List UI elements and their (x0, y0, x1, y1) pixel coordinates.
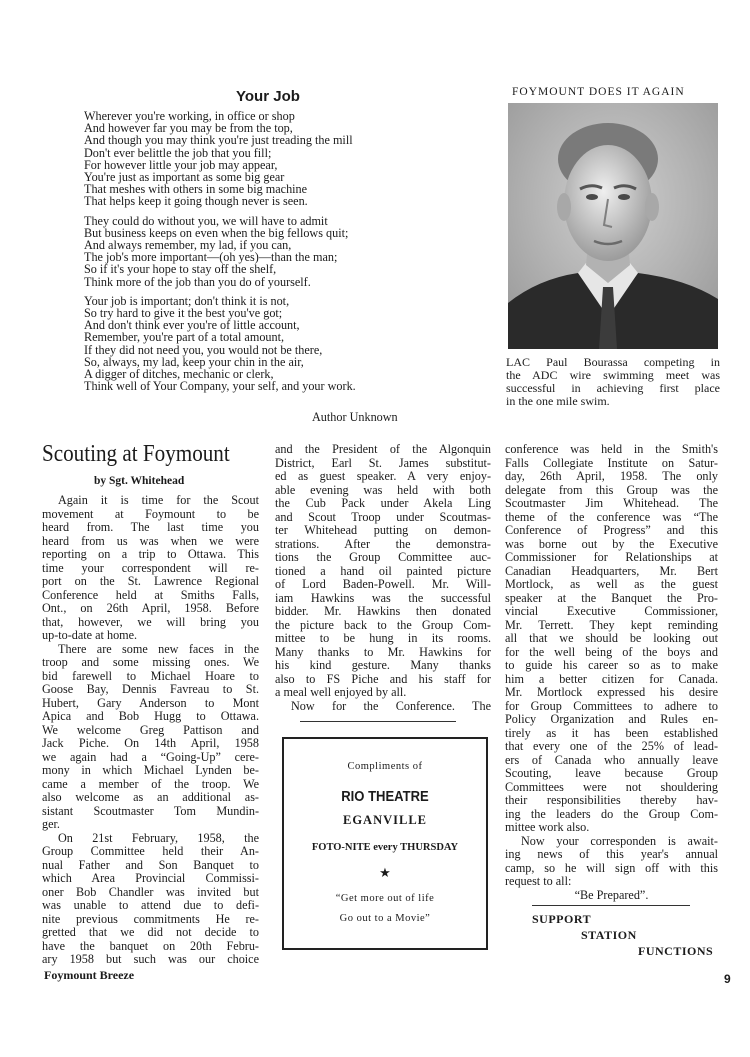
poem-line: Wherever you're working, in office or shop (84, 109, 295, 123)
text-line: up-to-date at home. (42, 628, 138, 642)
poem-line: For however little your job may appear, (84, 157, 278, 172)
support-word: SUPPORT (532, 912, 592, 926)
text-line: mittee to be hung in its rooms. (275, 631, 491, 645)
article-title: Scouting at Foymount (42, 441, 230, 467)
text-line: “Be Prepared”. (574, 887, 649, 902)
text-line: camp, so he will sign off with this (505, 860, 718, 875)
poem-line: And however far you may be from the top, (84, 121, 293, 136)
text-line: tions the Group Committee auc- (275, 550, 491, 564)
text-line: which Area Provincial Commissi- (42, 871, 259, 885)
text-line: him a better citizen for Canada. (505, 671, 718, 686)
poem-author: Author Unknown (312, 410, 398, 424)
photo-heading: FOYMOUNT DOES IT AGAIN (512, 86, 685, 98)
text-line: time your correspondent will re- (42, 560, 259, 575)
text-line: ing the leaders do the Group Com- (505, 806, 718, 821)
ad-slogan-line: “Get more out of life (335, 893, 435, 904)
text-line: mittee work also. (505, 820, 590, 834)
ad-town: EGANVILLE (342, 813, 428, 827)
text-line: ary 1958 but such was our choice (42, 952, 259, 966)
text-line: and Scout Troop under Scoutmas- (275, 509, 491, 524)
poem-line: And though you may think you're just treading the mill (84, 133, 353, 148)
text-line: conference was held in the Smith's (505, 442, 718, 456)
text-line: We welcome Greg Pattison and (42, 722, 259, 737)
ad-theatre-name: RIO THEATRE (341, 789, 429, 805)
poem-line: That meshes with others in some big machine (84, 182, 308, 197)
text-line: Ont., on 26th April, 1958. Before (42, 601, 259, 615)
text-line: Many thanks to Mr. Hawkins for (275, 644, 491, 659)
column-divider (300, 721, 456, 722)
rio-theatre-ad (282, 737, 488, 950)
text-line: On 21st February, 1958, the (58, 830, 259, 845)
photo-caption (506, 356, 720, 408)
text-line: nite previous commitments He re- (42, 911, 259, 926)
article-column-1 (42, 494, 259, 967)
text-line: Group Committee held their An- (42, 844, 259, 858)
text-line: heard from us was when we were (42, 533, 259, 548)
text-line: ed as guest speaker. A very enjoy- (275, 469, 491, 483)
poem-line: So, always, my lad, keep your chin in the air, (84, 354, 304, 369)
text-line: troop and some missing ones. We (42, 655, 259, 669)
text-line: District, Earl St. James substitut- (275, 455, 491, 470)
poem-line: And always remember, my lad, if you can, (84, 238, 292, 253)
text-line: Conference held at Smiths Falls, (42, 587, 259, 602)
poem-line: So if it's your hope to stay off the shelf, (84, 262, 277, 277)
support-word: STATION (581, 928, 637, 942)
text-line: ter Whitehead putting on demon- (275, 523, 491, 537)
publication-name: Foymount Breeze (44, 968, 135, 982)
text-line: to guide his career so as to make (505, 658, 718, 672)
article-byline: by Sgt. Whitehead (94, 475, 185, 487)
text-line: Scouting, leave because Group (505, 766, 718, 780)
text-line: Again it is time for the Scout (58, 493, 259, 507)
text-line: port on the St. Lawrence Regional (42, 574, 259, 588)
caption-line: successful in achieving first place (506, 381, 720, 395)
text-line: heard from. The last time you (42, 520, 259, 534)
text-line: of Lord Baden-Powell. Mr. Will- (275, 577, 491, 591)
portrait-photo (508, 103, 718, 349)
poem-title: Your Job (236, 88, 300, 105)
poem-stanza (84, 295, 459, 393)
ad-compliments: Compliments of (347, 761, 423, 772)
ad-slogan-line: Go out to a Movie” (339, 913, 431, 924)
text-line: theme of the conference was “The (505, 509, 718, 524)
text-line: Hubert, Gary Anderson to Mont (42, 695, 259, 710)
text-line: Scoutmaster Jim Whitehead. The (505, 496, 718, 510)
text-line: delegate from this Group was the (505, 482, 718, 497)
text-line: Conference of Progress” and this (505, 523, 718, 537)
text-line: Commissioner for Relationships at (505, 550, 718, 564)
star-icon: ★ (379, 866, 391, 881)
ad-foto-nite: FOTO-NITE every THURSDAY (311, 842, 459, 853)
text-line: There are some new faces in the (58, 641, 259, 656)
text-line: tirely as it has been established (505, 725, 718, 740)
poem-line: Think more of the job than you do of yourself. (84, 274, 311, 289)
text-line: bid farewell to Michael Hoare to (42, 668, 259, 683)
text-line: reporting on a trip to Ottawa. This (42, 547, 259, 561)
text-line: was borne out by the Executive (505, 536, 718, 551)
poem-line: Don't ever belittle the job that you fill; (84, 145, 272, 160)
text-line: strations. After the demonstra- (275, 536, 491, 551)
poem-line: Remember, you're part of a total amount, (84, 330, 285, 345)
poem-line: And don't think ever you're of little account, (84, 318, 300, 333)
poem-line: But business keeps on even when the big fellows quit; (84, 225, 349, 240)
poem-line: So try hard to give it the best you've got; (84, 306, 283, 321)
text-line: Mr. Terrett. They kept reminding (505, 617, 718, 632)
text-line: request to all: (505, 874, 572, 888)
text-line: Now for the Conference. The (291, 698, 491, 713)
text-line: for Group Committees to adhere to (505, 698, 718, 713)
text-line: also welcome as an additional as- (42, 790, 259, 804)
text-line: Canadian Headquarters, Mr. Bert (505, 563, 718, 578)
poem-stanza (84, 215, 459, 288)
caption-line: LAC Paul Bourassa competing in (506, 355, 720, 369)
text-line: oner Bob Chandler was invited but (42, 884, 259, 899)
text-line: the Cub Pack under Akela Ling (275, 496, 491, 510)
article-column-2 (275, 443, 491, 713)
text-line: nual Father and Son Banquet to (42, 857, 259, 872)
text-line: Now your corresponden is await- (521, 833, 718, 848)
text-line: ers of Canada who annually leave (505, 752, 718, 767)
text-line: for the well being of the boys and (505, 644, 718, 659)
poem-line: The job's more important—(oh yes)—than the man; (84, 250, 338, 265)
text-line: have the banquet on 20th Febru- (42, 938, 259, 953)
text-line: his kind gesture. Many thanks (275, 658, 491, 672)
text-line: was unable to attend due to defi- (42, 898, 259, 912)
text-line: mony in which Michael Lynden be- (42, 763, 259, 777)
text-line: Goose Bay, Dennis Favreau to St. (42, 682, 259, 696)
text-line: ing news of this year's annual (505, 847, 718, 861)
page-number: 9 (724, 972, 731, 986)
text-line: Apica and Bob Hugg to Ottawa. (42, 709, 259, 723)
poem-line: They could do without you, we will have to admit (84, 213, 328, 228)
caption-line: in the one mile swim. (506, 394, 610, 408)
text-line: came a member of the troop. We (42, 776, 259, 791)
support-word: FUNCTIONS (638, 944, 714, 958)
poem-line: A digger of ditches, mechanic or clerk, (84, 367, 274, 382)
text-line: Falls Collegiate Institute on Satur- (505, 455, 718, 470)
text-line: that, however, we will bring you (42, 614, 259, 629)
text-line: Committees were not shouldering (505, 779, 718, 794)
text-line: Mortlock, as well as the guest (505, 577, 718, 591)
text-line: also to FS Piche and his staff for (275, 671, 491, 686)
text-line: movement at Foymount to be (42, 506, 259, 521)
poem-line: Your job is important; don't think it is not, (84, 293, 290, 308)
text-line: that every one of the 25% of lead- (505, 739, 718, 753)
portrait-illustration (508, 103, 718, 349)
text-line: Policy Organization and Rules en- (505, 712, 718, 726)
text-line: gretted that we did not decide to (42, 925, 259, 939)
text-line: tioned a hand oil painted picture (275, 563, 491, 578)
poem-body (84, 110, 459, 399)
poem-line: Think well of Your Company, your self, and your work. (84, 379, 356, 394)
poem-line: If they did not need you, you would not be there, (84, 342, 323, 357)
text-line: bidder. Mr. Hawkins then donated (275, 604, 491, 618)
text-line: able evening was held with both (275, 482, 491, 497)
text-line: vincial Executive Commissioner, (505, 604, 718, 618)
text-line: Mr. Mortlock expressed his desire (505, 685, 718, 699)
text-line: day, 26th April, 1958. The only (505, 469, 718, 483)
text-line: ger. (42, 817, 60, 831)
text-line: speaker at the Banquet the Pro- (505, 590, 718, 605)
text-line: a meal well enjoyed by all. (275, 685, 407, 699)
text-line: sistant Scoutmaster Tom Mundin- (42, 803, 259, 818)
text-line: Jack Piche. On 14th April, 1958 (42, 736, 259, 750)
text-line: all that we should be looking out (505, 631, 718, 645)
text-line: the picture back to the Group Com- (275, 617, 491, 632)
text-line: their responsibilities thereby hav- (505, 793, 718, 807)
column-divider (532, 905, 690, 906)
poem-line: That helps keep it going though never is seen. (84, 194, 308, 209)
poem-line: You're just as important as some big gear (84, 170, 285, 185)
text-line: we again had a “Going-Up” cere- (42, 749, 259, 764)
text-line: iam Hawkins was the successful (275, 590, 491, 605)
article-column-3 (505, 443, 718, 902)
text-line: and the President of the Algonquin (275, 442, 491, 456)
caption-line: the ADC wire swimming meet was (506, 368, 720, 382)
poem-stanza (84, 110, 459, 208)
